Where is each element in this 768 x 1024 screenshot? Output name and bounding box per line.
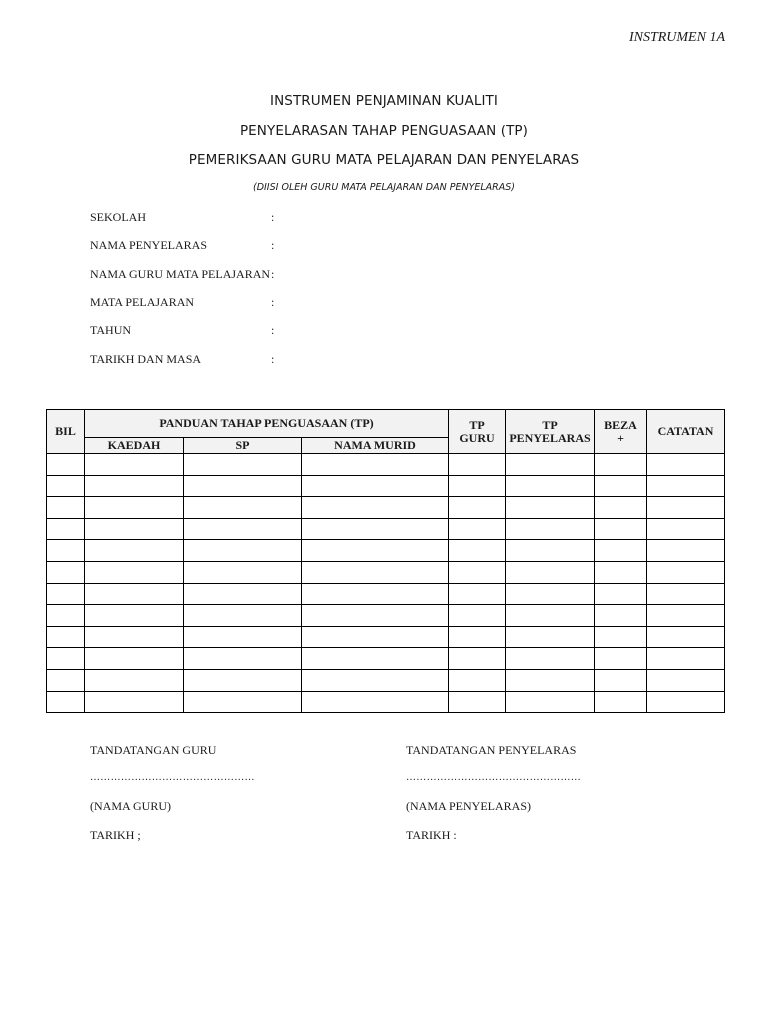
cell-tp-guru[interactable] <box>449 583 506 605</box>
cell-sp[interactable] <box>184 561 302 583</box>
cell-kaedah[interactable] <box>85 605 184 627</box>
cell-kaedah[interactable] <box>85 669 184 691</box>
info-colon: : <box>271 210 275 224</box>
info-row-mata-pelajaran <box>90 295 274 310</box>
table-row <box>47 475 725 497</box>
cell-tp-guru[interactable] <box>449 648 506 670</box>
cell-kaedah[interactable] <box>85 540 184 562</box>
cell-kaedah[interactable] <box>85 648 184 670</box>
header-tp-guru-line1: TP <box>469 417 485 432</box>
cell-bil[interactable] <box>47 648 85 670</box>
cell-kaedah[interactable] <box>85 691 184 713</box>
cell-kaedah[interactable] <box>85 583 184 605</box>
header-panduan: PANDUAN TAHAP PENGUASAAN (TP) <box>85 410 449 438</box>
cell-beza[interactable] <box>595 540 647 562</box>
cell-tp-penyelaras[interactable] <box>506 518 595 540</box>
cell-nama-murid[interactable] <box>302 626 449 648</box>
cell-sp[interactable] <box>184 475 302 497</box>
cell-catatan[interactable] <box>647 626 725 648</box>
table-row <box>47 648 725 670</box>
cell-bil[interactable] <box>47 583 85 605</box>
table-row <box>47 605 725 627</box>
cell-tp-penyelaras[interactable] <box>506 626 595 648</box>
cell-bil[interactable] <box>47 497 85 519</box>
header-tp-penyelaras-line2: PENYELARAS <box>509 430 591 445</box>
table-row <box>47 583 725 605</box>
instrument-code: INSTRUMEN 1A <box>628 30 725 45</box>
cell-catatan[interactable] <box>647 561 725 583</box>
cell-sp[interactable] <box>184 669 302 691</box>
info-row-tahun <box>90 323 274 338</box>
cell-beza[interactable] <box>595 497 647 519</box>
cell-catatan[interactable] <box>647 583 725 605</box>
info-colon: : <box>271 352 275 366</box>
cell-beza[interactable] <box>595 475 647 497</box>
cell-tp-guru[interactable] <box>449 561 506 583</box>
cell-kaedah[interactable] <box>85 454 184 476</box>
cell-nama-murid[interactable] <box>302 518 449 540</box>
cell-sp[interactable] <box>184 540 302 562</box>
table-row <box>47 518 725 540</box>
cell-tp-penyelaras[interactable] <box>506 605 595 627</box>
cell-tp-guru[interactable] <box>449 497 506 519</box>
cell-beza[interactable] <box>595 648 647 670</box>
secondary-title: PENYELARASAN TAHAP PENGUASAAN (TP) <box>239 123 529 139</box>
cell-tp-penyelaras[interactable] <box>506 497 595 519</box>
table-row <box>47 626 725 648</box>
cell-kaedah[interactable] <box>85 561 184 583</box>
assessment-table <box>46 409 725 713</box>
cell-beza[interactable] <box>595 605 647 627</box>
cell-tp-guru[interactable] <box>449 691 506 713</box>
table-row <box>47 540 725 562</box>
cell-beza[interactable] <box>595 691 647 713</box>
cell-sp[interactable] <box>184 648 302 670</box>
cell-nama-murid[interactable] <box>302 561 449 583</box>
cell-tp-guru[interactable] <box>449 669 506 691</box>
cell-catatan[interactable] <box>647 691 725 713</box>
teacher-signature-label: TANDATANGAN GURU <box>90 743 217 757</box>
cell-nama-murid[interactable] <box>302 454 449 476</box>
header-tp-penyelaras-line1: TP <box>542 417 558 432</box>
cell-nama-murid[interactable] <box>302 475 449 497</box>
cell-tp-guru[interactable] <box>449 475 506 497</box>
header-nama-murid: NAMA MURID <box>302 438 449 454</box>
info-colon: : <box>271 295 275 309</box>
table-row <box>47 454 725 476</box>
cell-sp[interactable] <box>184 691 302 713</box>
cell-sp[interactable] <box>184 497 302 519</box>
info-row-sekolah <box>90 210 274 225</box>
cell-beza[interactable] <box>595 626 647 648</box>
cell-nama-murid[interactable] <box>302 540 449 562</box>
header-beza-line1: BEZA <box>604 417 637 432</box>
cell-beza[interactable] <box>595 518 647 540</box>
cell-tp-penyelaras[interactable] <box>506 669 595 691</box>
teacher-date-label: TARIKH ; <box>90 828 141 842</box>
header-beza <box>595 410 647 454</box>
tertiary-title: PEMERIKSAAN GURU MATA PELAJARAN DAN PENYELARAS <box>188 152 580 168</box>
cell-nama-murid[interactable] <box>302 497 449 519</box>
info-row-nama-guru <box>90 267 274 282</box>
info-label: TARIKH DAN MASA <box>90 352 202 366</box>
cell-bil[interactable] <box>47 691 85 713</box>
teacher-name-label: (NAMA GURU) <box>90 799 171 813</box>
cell-nama-murid[interactable] <box>302 605 449 627</box>
cell-tp-penyelaras[interactable] <box>506 648 595 670</box>
coordinator-signature-line[interactable]: …………………………………………… <box>406 772 582 783</box>
cell-catatan[interactable] <box>647 475 725 497</box>
cell-kaedah[interactable] <box>85 497 184 519</box>
cell-tp-penyelaras[interactable] <box>506 691 595 713</box>
header-sp: SP <box>184 438 302 454</box>
header-bil: BIL <box>47 410 85 454</box>
cell-tp-guru[interactable] <box>449 518 506 540</box>
info-label: NAMA GURU MATA PELAJARAN <box>90 267 271 281</box>
cell-tp-penyelaras[interactable] <box>506 540 595 562</box>
cell-bil[interactable] <box>47 561 85 583</box>
header-tp-guru-line2: GURU <box>459 430 495 445</box>
cell-beza[interactable] <box>595 669 647 691</box>
cell-sp[interactable] <box>184 518 302 540</box>
table-body <box>47 454 725 713</box>
info-colon: : <box>271 238 275 252</box>
cell-tp-guru[interactable] <box>449 454 506 476</box>
info-row-nama-penyelaras <box>90 238 274 253</box>
cell-kaedah[interactable] <box>85 475 184 497</box>
header-kaedah: KAEDAH <box>85 438 184 454</box>
info-label: SEKOLAH <box>90 210 146 224</box>
cell-tp-penyelaras[interactable] <box>506 561 595 583</box>
cell-tp-penyelaras[interactable] <box>506 454 595 476</box>
cell-bil[interactable] <box>47 518 85 540</box>
table-row <box>47 497 725 519</box>
coordinator-signature-label: TANDATANGAN PENYELARAS <box>406 743 577 757</box>
info-colon: : <box>271 323 275 337</box>
cell-catatan[interactable] <box>647 540 725 562</box>
cell-tp-guru[interactable] <box>449 540 506 562</box>
cell-bil[interactable] <box>47 669 85 691</box>
cell-catatan[interactable] <box>647 497 725 519</box>
cell-sp[interactable] <box>184 583 302 605</box>
teacher-signature-line[interactable]: ………………………………………… <box>90 772 255 783</box>
cell-catatan[interactable] <box>647 454 725 476</box>
cell-nama-murid[interactable] <box>302 583 449 605</box>
cell-bil[interactable] <box>47 605 85 627</box>
cell-bil[interactable] <box>47 454 85 476</box>
header-catatan: CATATAN <box>647 410 725 454</box>
info-colon: : <box>271 267 275 281</box>
main-title: INSTRUMEN PENJAMINAN KUALITI <box>270 93 498 109</box>
cell-catatan[interactable] <box>647 605 725 627</box>
coordinator-name-label: (NAMA PENYELARAS) <box>406 799 532 813</box>
cell-nama-murid[interactable] <box>302 691 449 713</box>
cell-tp-penyelaras[interactable] <box>506 475 595 497</box>
info-label: NAMA PENYELARAS <box>90 238 208 252</box>
table-row <box>47 669 725 691</box>
cell-beza[interactable] <box>595 583 647 605</box>
cell-sp[interactable] <box>184 454 302 476</box>
cell-bil[interactable] <box>47 540 85 562</box>
header-beza-line2: + <box>617 430 624 445</box>
table-row <box>47 691 725 713</box>
cell-tp-guru[interactable] <box>449 605 506 627</box>
header-tp-penyelaras <box>506 410 595 454</box>
cell-bil[interactable] <box>47 475 85 497</box>
table-row <box>47 561 725 583</box>
cell-catatan[interactable] <box>647 669 725 691</box>
header-tp-guru <box>449 410 506 454</box>
cell-tp-penyelaras[interactable] <box>506 583 595 605</box>
cell-catatan[interactable] <box>647 518 725 540</box>
cell-sp[interactable] <box>184 605 302 627</box>
cell-beza[interactable] <box>595 454 647 476</box>
coordinator-date-label: TARIKH : <box>406 828 457 842</box>
fill-instruction: (DIISI OLEH GURU MATA PELAJARAN DAN PENYELARAS) <box>252 182 515 193</box>
info-row-tarikh-masa <box>90 352 274 367</box>
cell-bil[interactable] <box>47 626 85 648</box>
cell-beza[interactable] <box>595 561 647 583</box>
cell-nama-murid[interactable] <box>302 648 449 670</box>
cell-kaedah[interactable] <box>85 518 184 540</box>
cell-catatan[interactable] <box>647 648 725 670</box>
info-label: MATA PELAJARAN <box>90 295 195 309</box>
info-label: TAHUN <box>90 323 132 337</box>
cell-sp[interactable] <box>184 626 302 648</box>
cell-nama-murid[interactable] <box>302 669 449 691</box>
cell-kaedah[interactable] <box>85 626 184 648</box>
cell-tp-guru[interactable] <box>449 626 506 648</box>
